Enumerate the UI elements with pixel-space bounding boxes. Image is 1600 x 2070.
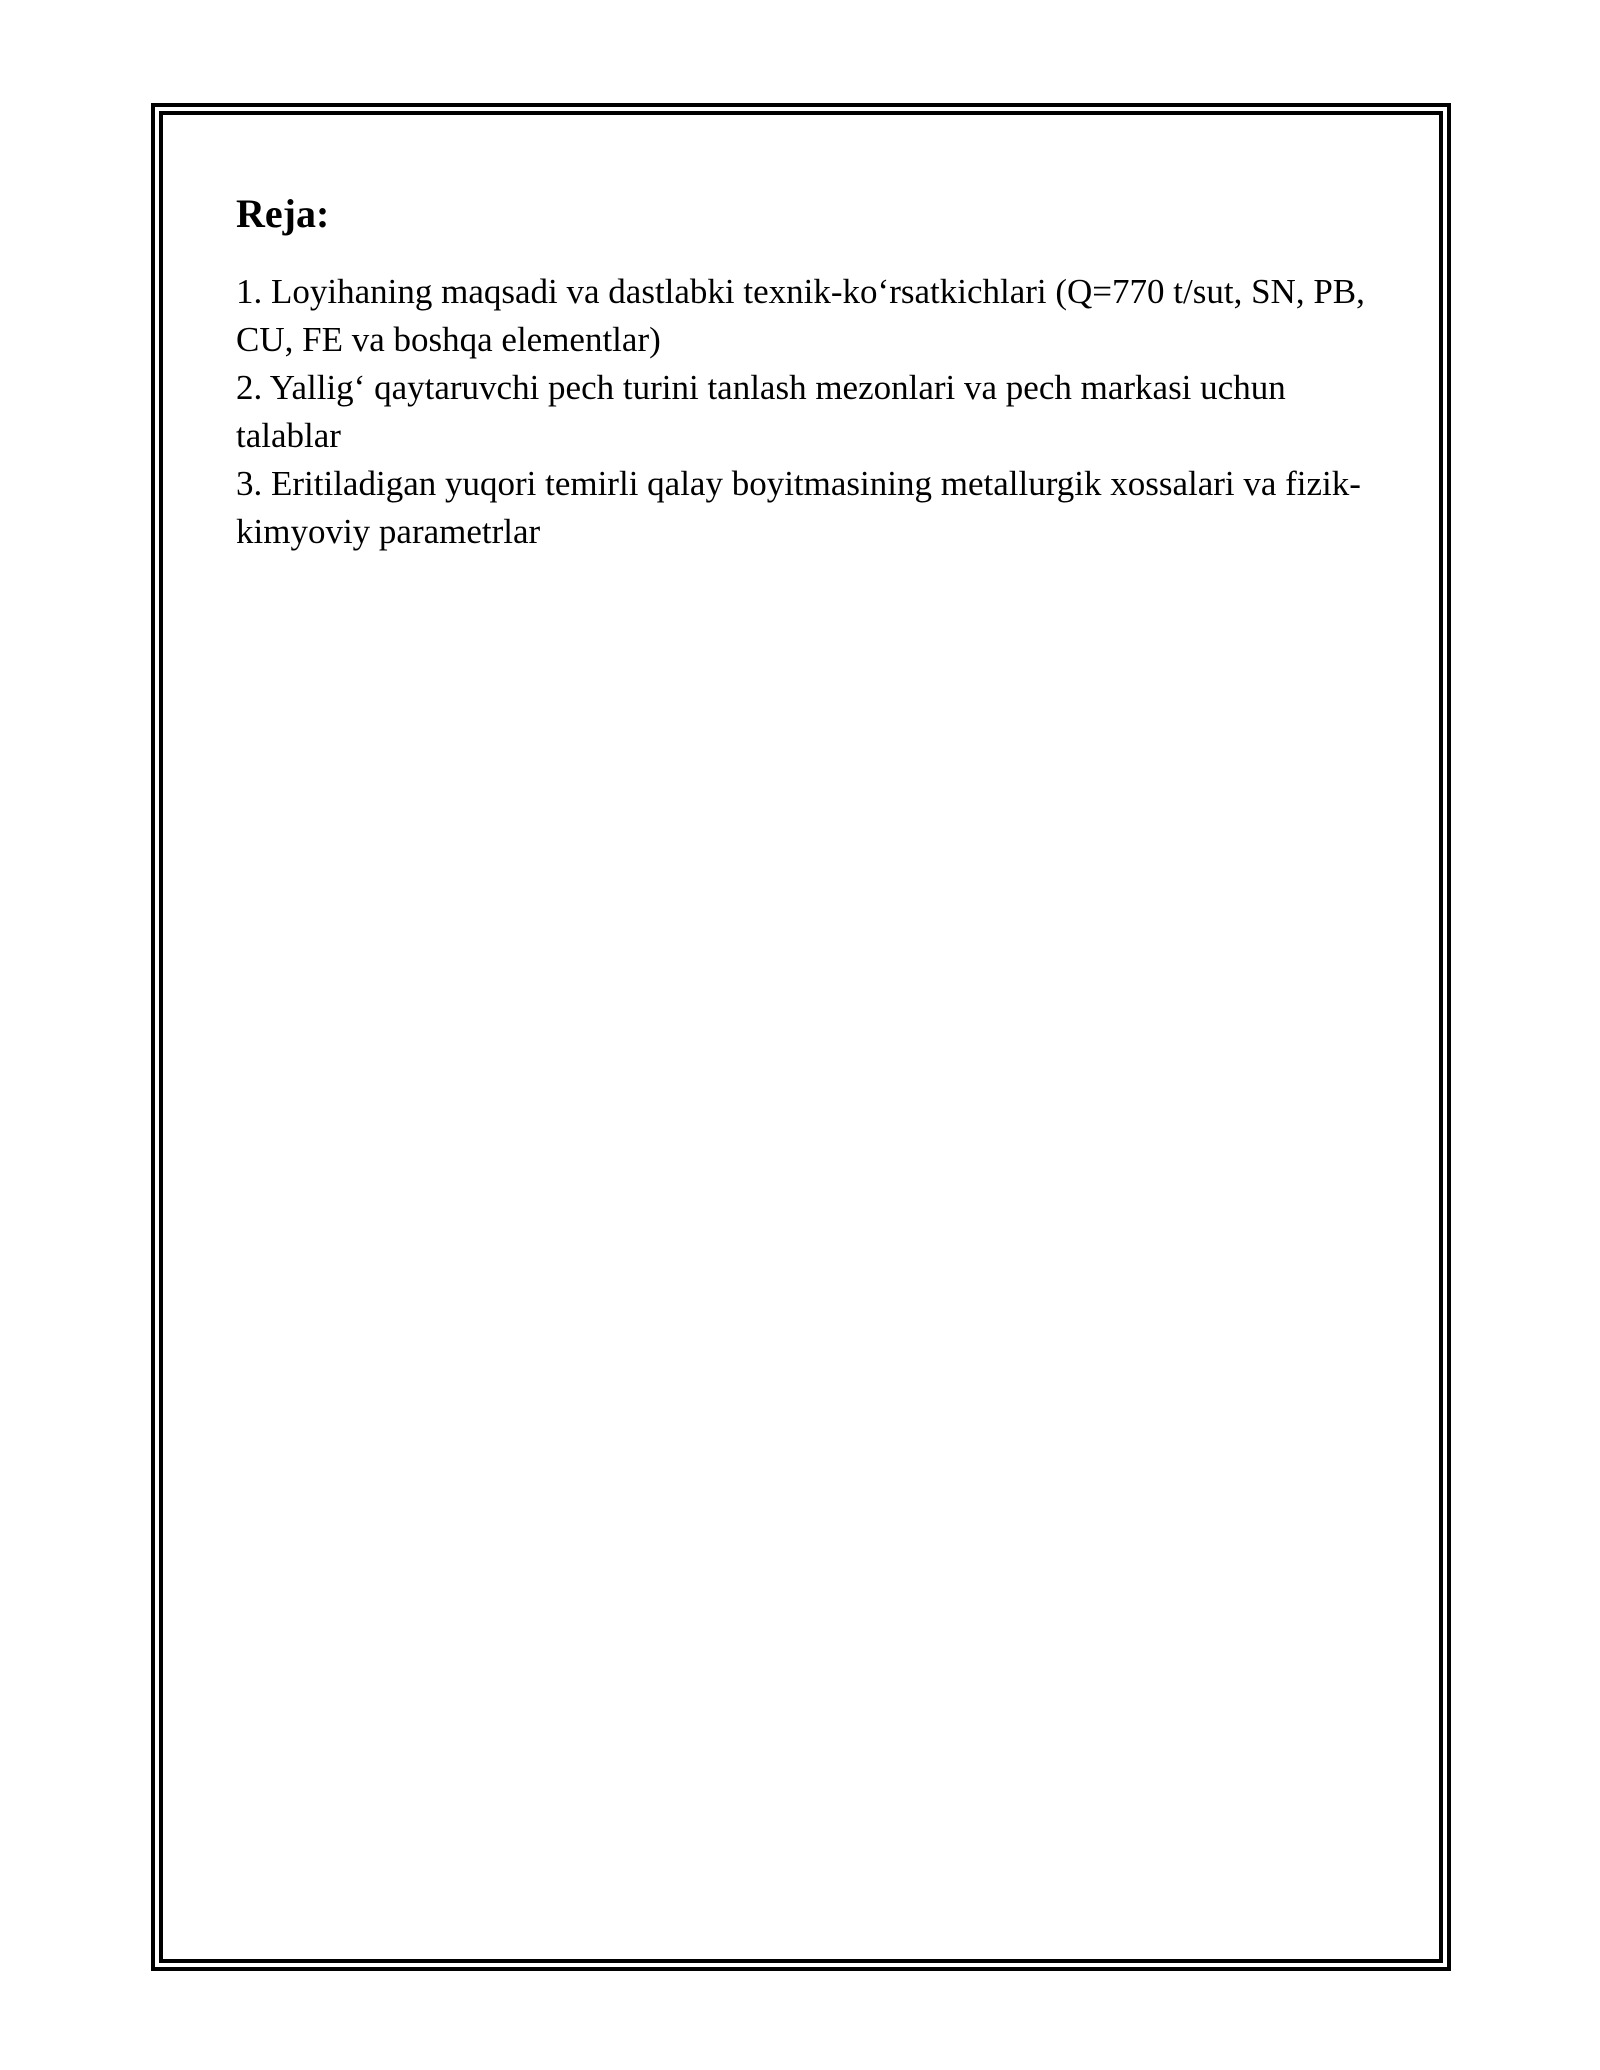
page-content bbox=[236, 190, 1366, 556]
plan-heading: Reja: bbox=[236, 191, 330, 236]
plan-item-2: 2. Yallig‘ qaytaruvchi pech turini tanlash mezonlari va pech markasi uchun talablar bbox=[236, 368, 1286, 455]
plan-item-1: 1. Loyihaning maqsadi va dastlabki texnik-ko‘rsatkichlari (Q=770 t/sut, SN, PB, CU, FE va boshqa elementlar) bbox=[236, 272, 1365, 359]
plan-item-3: 3. Eritiladigan yuqori temirli qalay boyitmasining metallurgik xossalari va fizik-kimyoviy parametrlar bbox=[236, 464, 1361, 551]
plan-list bbox=[236, 268, 1366, 556]
